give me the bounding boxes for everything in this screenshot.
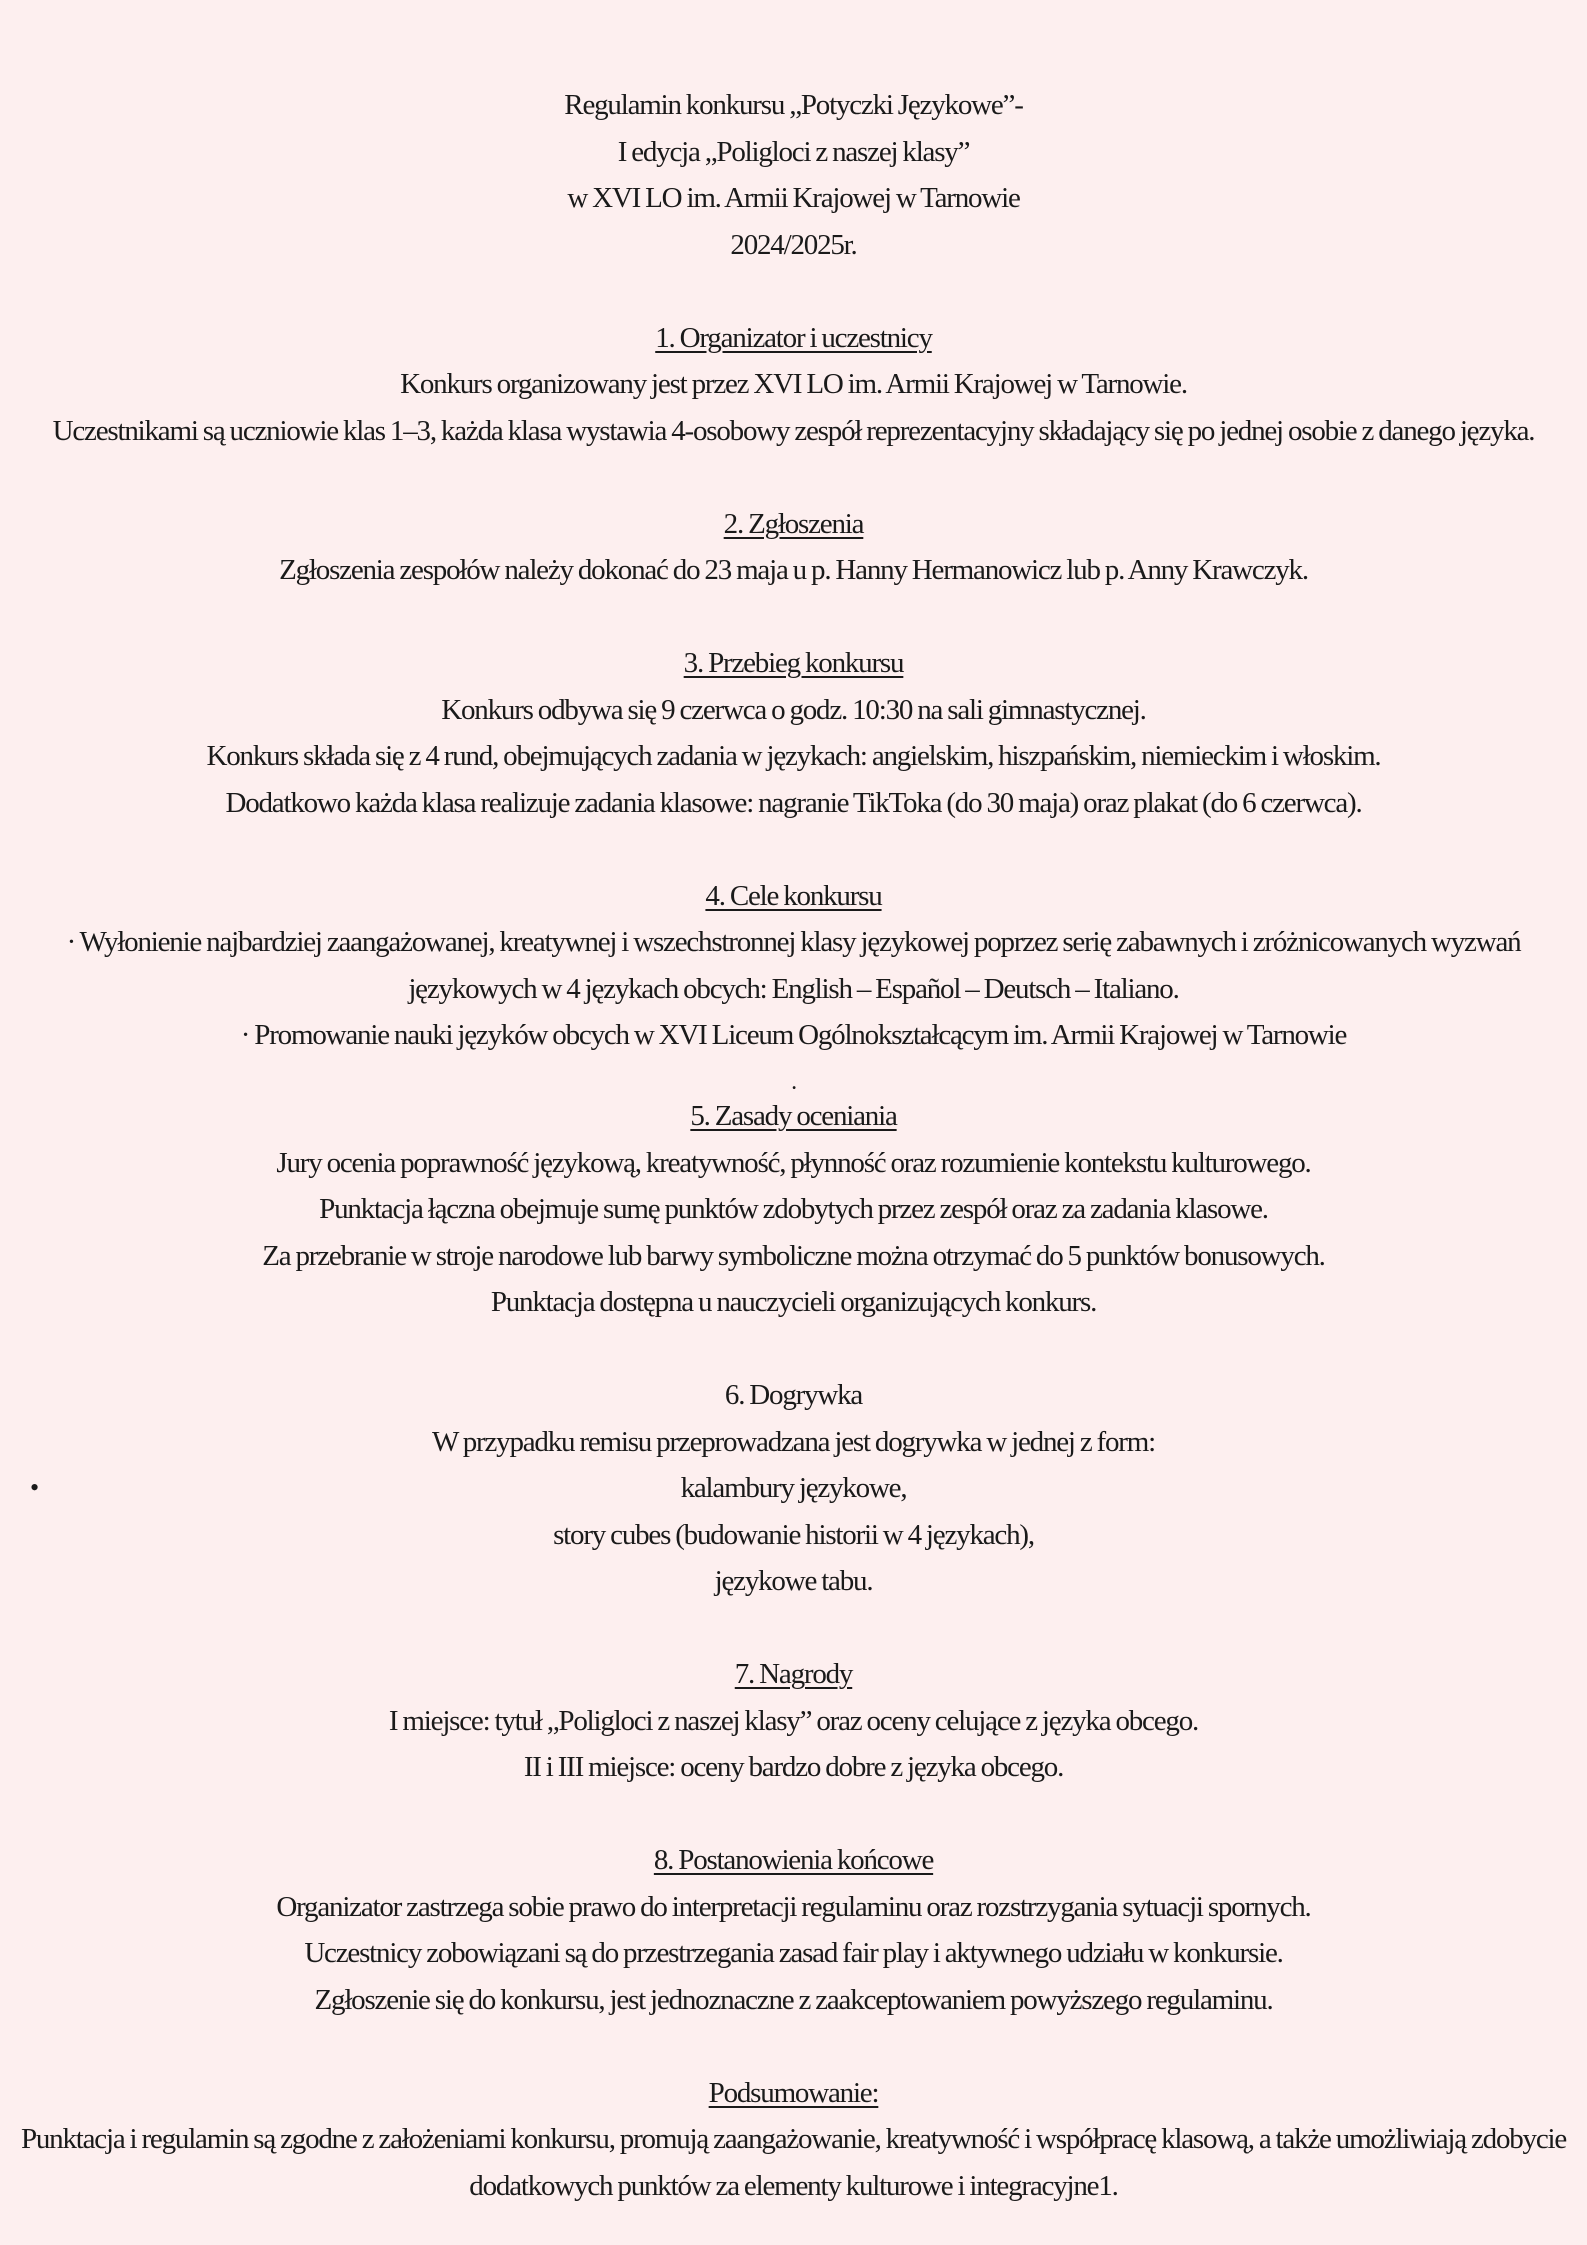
section-heading: 5. Zasady oceniania: [690, 1100, 897, 1132]
spacer: [0, 594, 1587, 641]
section-organizer: [0, 315, 1587, 455]
document-title: [0, 82, 1587, 268]
spacer: [0, 1791, 1587, 1838]
spacer: [0, 1605, 1587, 1652]
section-prizes: [0, 1651, 1587, 1791]
paragraph: Uczestnikami są uczniowie klas 1–3, każda klasa wystawia 4-osobowy zespół reprezentacyjny składający się po jednej osobie z danego języka.: [52, 414, 1535, 447]
section-heading: 2. Zgłoszenia: [723, 507, 864, 540]
spacer: [0, 826, 1587, 873]
section-tiebreak: [0, 1372, 1587, 1605]
paragraph: Konkurs organizowany jest przez XVI LO im. Armii Krajowej w Tarnowie.: [400, 368, 1187, 400]
paragraph: Dodatkowo każda klasa realizuje zadania klasowe: nagranie TikToka (do 30 maja) oraz plakat (do 6 czerwca).: [225, 786, 1362, 819]
spacer: [0, 268, 1587, 315]
paragraph: Zgłoszenie się do konkursu, jest jednoznaczne z zaakceptowaniem powyższego regulaminu.: [314, 1983, 1273, 2016]
document: [0, 82, 1587, 2209]
paragraph: Zgłoszenia zespołów należy dokonać do 23 maja u p. Hanny Hermanowicz lub p. Anny Krawczyk.: [279, 554, 1308, 586]
paragraph: Konkurs składa się z 4 rund, obejmujących zadania w językach: angielskim, hiszpańskim, niemieckim i włoskim.: [206, 740, 1381, 772]
section-registration: [0, 501, 1587, 594]
section-final-provisions: [0, 1837, 1587, 2023]
paragraph: Konkurs odbywa się 9 czerwca o godz. 10:30 na sali gimnastycznej.: [441, 693, 1146, 726]
paragraph: II i III miejsce: oceny bardzo dobre z języka obcego.: [523, 1751, 1064, 1783]
section-heading: 1. Organizator i uczestnicy: [655, 321, 932, 354]
list-item: językowe tabu.: [714, 1565, 873, 1597]
section-heading: 4. Cele konkursu: [705, 879, 882, 912]
section-heading: 6. Dogrywka: [724, 1379, 863, 1411]
paragraph: Za przebranie w stroje narodowe lub barwy symboliczne można otrzymać do 5 punktów bonusowych.: [262, 1239, 1325, 1272]
list-item: story cubes (budowanie historii w 4 językach),: [553, 1518, 1034, 1551]
section-heading: 3. Przebieg konkursu: [683, 647, 904, 679]
title-line-2: I edycja „Poligloci z naszej klasy”: [617, 135, 970, 168]
paragraph: · Promowanie nauki języków obcych w XVI Liceum Ogólnokształcącym im. Armii Krajowej w Tarnowie: [240, 1019, 1347, 1051]
paragraph: Organizator zastrzega sobie prawo do interpretacji regulaminu oraz rozstrzygania sytuacji spornych.: [276, 1890, 1311, 1923]
paragraph: Uczestnicy zobowiązani są do przestrzegania zasad fair play i aktywnego udziału w konkursie.: [304, 1937, 1283, 1969]
title-line-3: w XVI LO im. Armii Krajowej w Tarnowie: [567, 182, 1020, 214]
section-heading: 7. Nagrody: [734, 1658, 853, 1690]
spacer: [0, 1326, 1587, 1373]
paragraph: Punktacja łączna obejmuje sumę punktów zdobytych przez zespół oraz za zadania klasowe.: [319, 1193, 1268, 1225]
section-heading: 8. Postanowienia końcowe: [653, 1844, 934, 1876]
section-summary: [0, 2070, 1587, 2210]
paragraph: · Wyłonienie najbardziej zaangażowanej, kreatywnej i wszechstronnej klasy językowej poprzez serię zabawnych i zróżnicowanych wyzwań językowych w 4 językach obcych: English – Español – Deutsch – Italiano.: [66, 926, 1521, 1005]
section-course: [0, 640, 1587, 826]
bullet-icon: •: [30, 1473, 38, 1502]
paragraph: Punktacja dostępna u nauczycieli organizujących konkurs.: [490, 1286, 1097, 1318]
title-line-4: 2024/2025r.: [730, 228, 857, 261]
tiebreak-list: [0, 1465, 1587, 1605]
paragraph: Punktacja i regulamin są zgodne z założeniami konkursu, promują zaangażowanie, kreatywność i współpracę klasową, a także umożliwiają zdobycie dodatkowych punktów za elementy kulturowe i integracyjne1.: [20, 2123, 1567, 2202]
spacer: [0, 454, 1587, 501]
paragraph: Jury ocenia poprawność językową, kreatywność, płynność oraz rozumienie kontekstu kulturowego.: [276, 1146, 1311, 1179]
spacer: [0, 2023, 1587, 2070]
section-goals: [0, 873, 1587, 1106]
paragraph: W przypadku remisu przeprowadzana jest dogrywka w jednej z form:: [432, 1425, 1155, 1458]
paragraph: I miejsce: tytuł „Poligloci z naszej klasy” oraz oceny celujące z języka obcego.: [388, 1704, 1199, 1737]
section-scoring: [0, 1093, 1587, 1326]
trailing-dot: .: [791, 1068, 796, 1095]
title-line-1: Regulamin konkursu „Potyczki Językowe”-: [564, 89, 1023, 121]
section-heading: Podsumowanie:: [708, 2076, 879, 2109]
list-item: kalambury językowe,: [680, 1472, 907, 1504]
